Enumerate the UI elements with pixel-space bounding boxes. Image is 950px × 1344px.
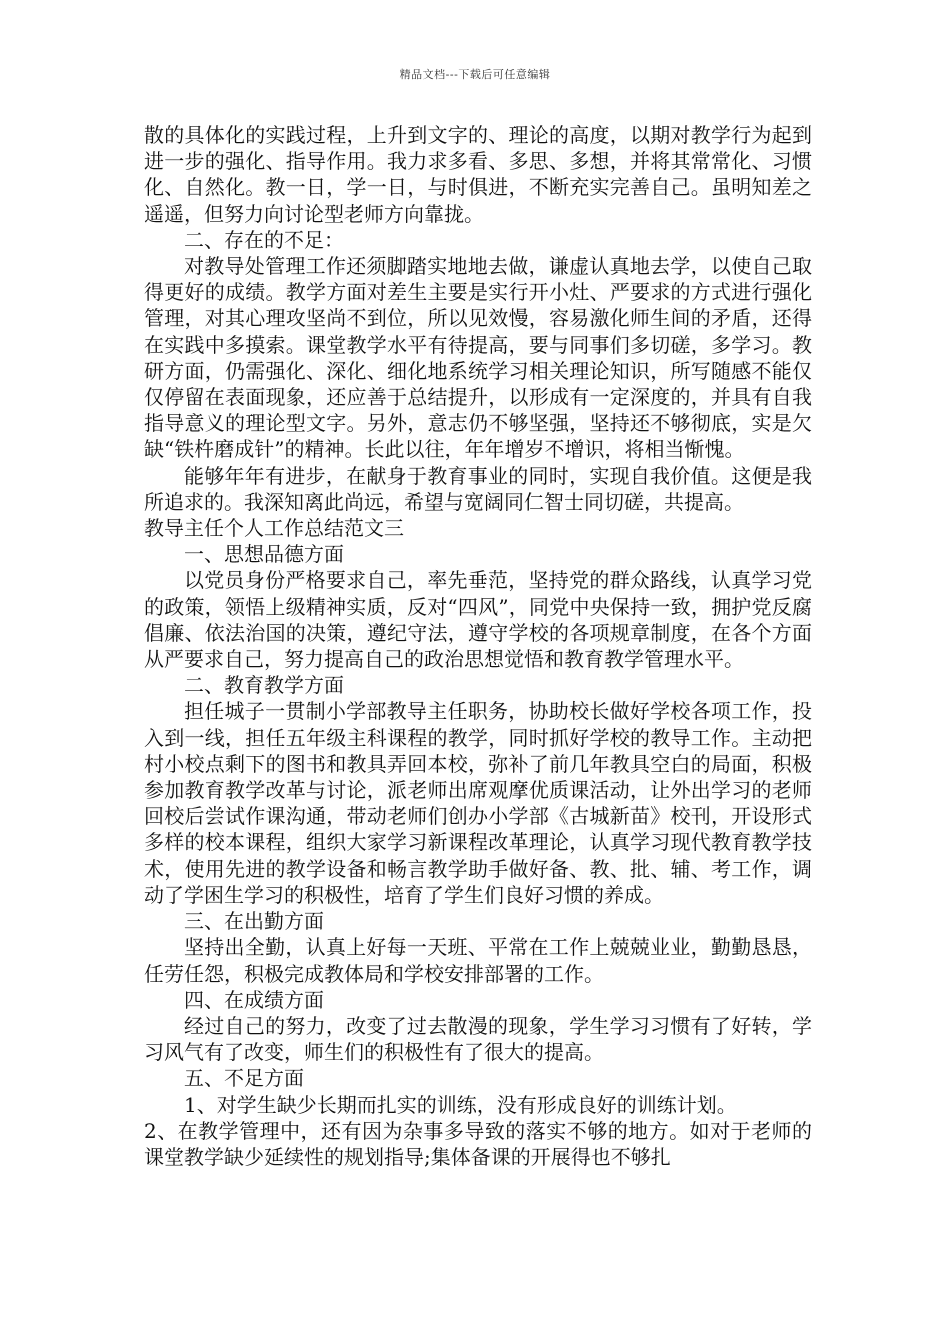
document-body (144, 122, 812, 1170)
list-item: 1、对学生缺少长期而扎实的训练，没有形成良好的训练计划。 (184, 1092, 737, 1117)
page-header: 精品文档---下载后可任意编辑 (399, 68, 551, 81)
paragraph: 坚持出全勤，认真上好每一天班、平常在工作上兢兢业业，勤勤恳恳，任劳任怨，积极完成教体局和学校安排部署的工作。 (144, 935, 812, 986)
section-heading: 五、不足方面 (184, 1066, 304, 1091)
section-heading: 三、在出勤方面 (184, 909, 324, 934)
paragraph: 经过自己的努力，改变了过去散漫的现象，学生学习习惯有了好转，学习风气有了改变，师生们的积极性有了很大的提高。 (144, 1013, 812, 1065)
paragraph: 散的具体化的实践过程，上升到文字的、理论的高度，以期对教学行为起到进一步的强化、指导作用。我力求多看、多思、多想，并将其常常化、习惯化、自然化。教一日，学一日，与时俱进，不断充实完善自己。虽明知差之遥遥，但努力向讨论型老师方向靠拢。 (144, 123, 812, 226)
document-title: 教导主任个人工作总结范文三 (144, 516, 404, 541)
section-heading: 二、教育教学方面 (184, 673, 344, 698)
section-heading: 一、思想品德方面 (184, 542, 344, 567)
paragraph: 担任城子一贯制小学部教导主任职务，协助校长做好学校各项工作，投入到一线，担任五年级主科课程的教学，同时抓好学校的教导工作。主动把村小校点剩下的图书和教具弄回本校，弥补了前几年教具空白的局面，积极参加教育教学改革与讨论，派老师出席观摩优质课活动，让外出学习的老师回校后尝试作课沟通，带动老师们创办小学部《古城新苗》校刊，开设形式多样的校本课程，组织大家学习新课程改革理论，认真学习现代教育教学技术，使用先进的教学设备和畅言教学助手做好备、教、批、辅、考工作，调动了学困生学习的积极性，培育了学生们良好习惯的养成。 (144, 699, 812, 907)
paragraph: 对教导处管理工作还须脚踏实地地去做，谦虚认真地去学，以使自己取得更好的成绩。教学方面对差生主要是实行开小灶、严要求的方式进行强化管理，对其心理攻坚尚不到位，所以见效慢，容易激化师生间的矛盾，还得在实践中多摸索。课堂教学水平有待提高，要与同事们多切磋，多学习。教研方面，仍需强化、深化、细化地系统学习相关理论知识，所写随感不能仅仅停留在表面现象，还应善于总结提升，以形成有一定深度的，并具有自我指导意义的理论型文字。另外，意志仍不够坚强，坚持还不够彻底，实是欠缺“铁杵磨成针”的精神。长此以往，年年增岁不增识，将相当惭愧。 (144, 254, 812, 462)
list-item: 2、在教学管理中，还有因为杂事多导致的落实不够的地方。如对于老师的课堂教学缺少延续性的规划指导;集体备课的开展得也不够扎 (144, 1118, 812, 1169)
section-heading: 二、存在的不足： (184, 227, 344, 252)
paragraph: 以党员身份严格要求自己，率先垂范，坚持党的群众路线，认真学习党的政策，领悟上级精神实质，反对“四风”，同党中央保持一致，拥护党反腐倡廉、依法治国的决策，遵纪守法，遵守学校的各项规章制度，在各个方面从严要求自己，努力提高自己的政治思想觉悟和教育教学管理水平。 (144, 568, 812, 672)
section-heading: 四、在成绩方面 (184, 987, 324, 1012)
paragraph: 能够年年有进步，在献身于教育事业的同时，实现自我价值。这便是我所追求的。我深知离此尚远，希望与宽阔同仁智士同切磋，共提高。 (144, 463, 812, 514)
